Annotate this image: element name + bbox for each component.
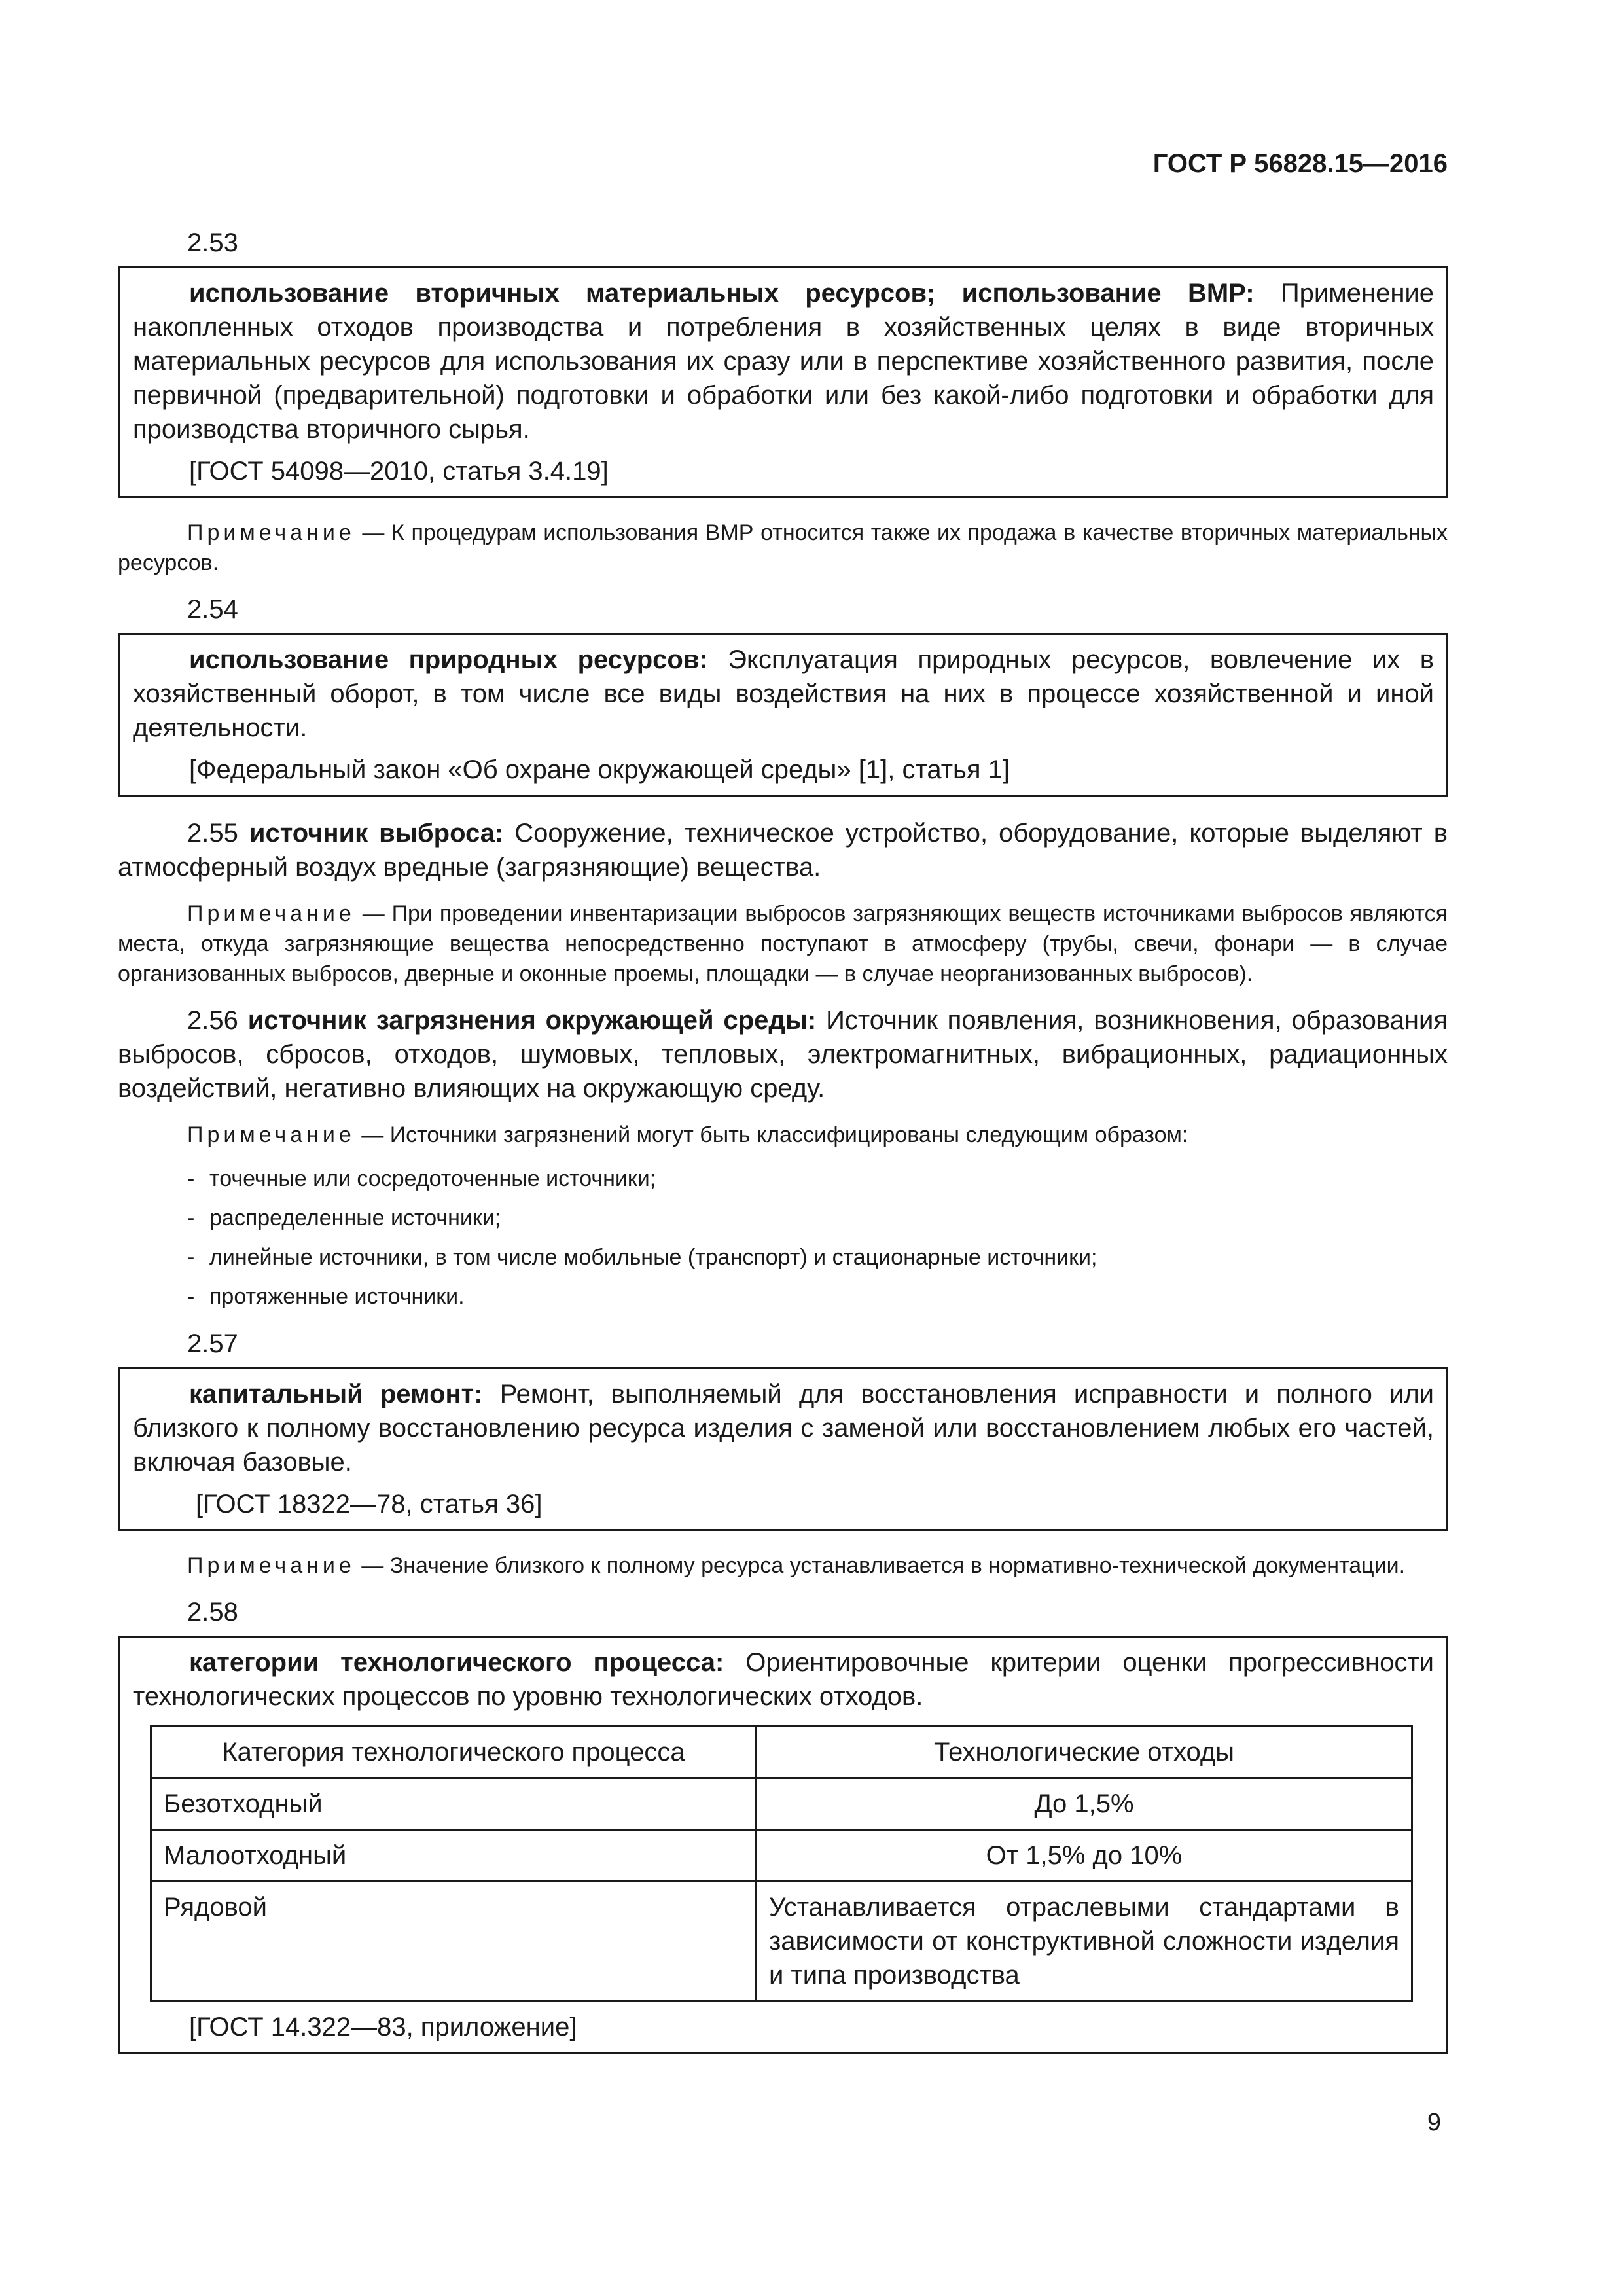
note-text: — Источники загрязнений могут быть классифицированы следующим образом: [355, 1122, 1188, 1147]
entry-number: 2.55 [187, 819, 238, 848]
definition-text [133, 1645, 1434, 1713]
table-cell: Малоотходный [151, 1830, 757, 1882]
table-header-row [151, 1727, 1412, 1778]
source-reference: [ГОСТ 14.322—83, приложение] [189, 2013, 577, 2041]
category-table [150, 1725, 1413, 2002]
definition: Источник появления, возникновения, образования выбросов, сбросов, отходов, шумовых, тепловых, электромагнитных, вибрационных, радиационных воздействий, негативно влияющих на окружающую среду. [118, 1006, 1448, 1103]
entry-number: 2.54 [187, 595, 238, 624]
note-text: — При проведении инвентаризации выбросов загрязняющих веществ источниками выбросов являются места, откуда загрязняющие вещества непосредственно поступают в атмосферу (трубы, свечи, фонари — в случае организованных выбросов, дверные и оконные проемы, площадки — в случае неорганизованных выбросов). [118, 901, 1448, 986]
note [118, 1551, 1448, 1581]
entry-number: 2.57 [187, 1329, 238, 1358]
source-reference: [Федеральный закон «Об охране окружающей среды» [1], статья 1] [189, 755, 1010, 784]
table-header-cell: Технологические отходы [756, 1727, 1412, 1778]
definition: Эксплуатация природных ресурсов, вовлечение их в хозяйственный оборот, в том числе все виды воздействия на них в процессе хозяйственной и иной деятельности. [133, 645, 1434, 742]
list-dash: - [187, 1245, 195, 1270]
list-dash: - [187, 1206, 195, 1230]
term: капитальный ремонт: [189, 1380, 483, 1408]
document-header: ГОСТ Р 56828.15—2016 [1152, 149, 1448, 178]
definition-text [133, 276, 1434, 446]
definition-box [118, 633, 1448, 797]
note-text: — Значение близкого к полному ресурса устанавливается в нормативно-технической документации. [355, 1553, 1406, 1578]
entry-number: 2.56 [187, 1006, 238, 1035]
note-text: — К процедурам использования ВМР относится также их продажа в качестве вторичных материальных ресурсов. [118, 520, 1448, 575]
list-dash: - [187, 1166, 195, 1191]
source-type-list [187, 1159, 1448, 1316]
table-cell: Рядовой [151, 1882, 757, 2001]
document-body [118, 226, 1448, 2073]
note [118, 518, 1448, 578]
definition-box [118, 266, 1448, 498]
list-dash: - [187, 1284, 195, 1309]
definition-box [118, 1367, 1448, 1531]
note-label: Примечание [187, 1122, 355, 1147]
page-number: 9 [1427, 2109, 1441, 2136]
table-row [151, 1830, 1412, 1882]
note-label: Примечание [187, 1553, 355, 1578]
table-cell: Устанавливается отраслевыми стандартами в зависимости от конструктивной сложности изделия и типа производства [756, 1882, 1412, 2001]
table-row [151, 1778, 1412, 1830]
table-row [151, 1882, 1412, 2001]
table-cell: До 1,5% [756, 1778, 1412, 1830]
table-header-cell: Категория технологического процесса [151, 1727, 757, 1778]
entry-number: 2.58 [187, 1598, 238, 1626]
term: использование природных ресурсов: [189, 645, 708, 674]
table-cell: Безотходный [151, 1778, 757, 1830]
term: категории технологического процесса: [189, 1648, 724, 1677]
definition: Ориентировочные критерии оценки прогрессивности технологических процессов по уровню технологических отходов. [133, 1648, 1434, 1711]
source-reference: [ГОСТ 18322—78, статья 36] [196, 1490, 543, 1518]
definition-text [133, 643, 1434, 745]
table-cell: От 1,5% до 10% [756, 1830, 1412, 1882]
note-label: Примечание [187, 520, 355, 545]
source-reference: [ГОСТ 54098—2010, статья 3.4.19] [189, 457, 609, 486]
definition-text [133, 1377, 1434, 1479]
definition: Сооружение, техническое устройство, оборудование, которые выделяют в атмосферный воздух вредные (загрязняющие) вещества. [118, 819, 1448, 882]
definition-paragraph [118, 1003, 1448, 1105]
term: источник загрязнения окружающей среды: [247, 1006, 817, 1035]
list-item: - линейные источники, в том числе мобильные (транспорт) и стационарные источники; [187, 1238, 1448, 1277]
list-item: - протяженные источники. [187, 1277, 1448, 1316]
note [118, 1120, 1448, 1150]
definition: Применение накопленных отходов производства и потребления в хозяйственных целях в виде вторичных материальных ресурсов для использования их сразу или в перспективе хозяйственного развития, после первичной (предварительной) подготовки и обработки или без какой-либо подготовки и обработки для производства вторичного сырья. [133, 279, 1434, 444]
term: источник выброса: [249, 819, 504, 848]
entry-number: 2.53 [187, 228, 238, 257]
definition: Ремонт, выполняемый для восстановления исправности и полного или близкого к полному восстановлению ресурса изделия с заменой или восстановлением любых его частей, включая базовые. [133, 1380, 1435, 1477]
list-item: - распределенные источники; [187, 1198, 1448, 1238]
note-label: Примечание [187, 901, 355, 926]
list-item: - точечные или сосредоточенные источники; [187, 1159, 1448, 1198]
term: использование вторичных материальных ресурсов; использование ВМР: [189, 279, 1255, 308]
definition-box [118, 1636, 1448, 2054]
definition-paragraph [118, 816, 1448, 884]
note [118, 899, 1448, 989]
